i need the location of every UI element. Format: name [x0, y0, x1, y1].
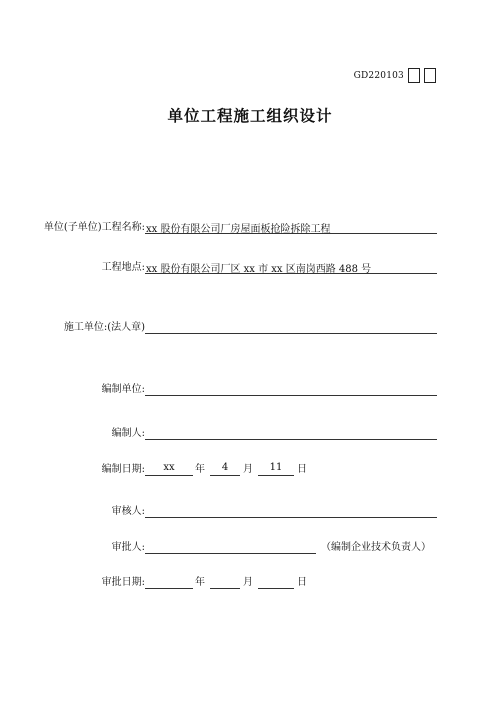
document-title: 单位工程施工组织设计 — [167, 107, 333, 125]
project-name-label: 单位(子单位)工程名称: — [43, 222, 145, 233]
approve-year-unit: 年 — [195, 577, 205, 588]
approve-date-row — [0, 573, 500, 591]
compile-month-unit: 月 — [243, 464, 253, 475]
project-location-label: 工程地点: — [101, 262, 145, 273]
reviewer-row — [0, 502, 500, 520]
compile-date-label: 编制日期: — [101, 464, 145, 475]
compile-day-field[interactable]: 11 — [258, 462, 294, 476]
project-name-field[interactable]: xx 股份有限公司厂房屋面板抢险拆除工程 — [145, 220, 437, 234]
approver-note: （编制企业技术负责人） — [321, 542, 431, 553]
form-code-area — [354, 68, 436, 83]
compile-day-unit: 日 — [297, 464, 307, 475]
compile-year-unit: 年 — [195, 464, 205, 475]
compiling-unit-label: 编制单位: — [101, 384, 145, 395]
approver-row — [0, 538, 500, 556]
reviewer-label: 审核人: — [111, 506, 145, 517]
compiler-row — [0, 424, 500, 442]
approve-date-label: 审批日期: — [101, 577, 145, 588]
project-location-row — [0, 258, 500, 276]
project-name-row — [0, 218, 500, 236]
construction-unit-label: 施工单位:(法人章) — [63, 322, 145, 333]
approve-month-unit: 月 — [243, 577, 253, 588]
compiler-label: 编制人: — [111, 428, 145, 439]
approve-day-field[interactable] — [258, 575, 294, 589]
reviewer-field[interactable] — [145, 504, 437, 518]
compiling-unit-row — [0, 380, 500, 398]
compiling-unit-field[interactable] — [145, 382, 437, 396]
project-location-field[interactable]: xx 股份有限公司厂区 xx 市 xx 区南岗西路 488 号 — [145, 260, 437, 274]
compile-date-row — [0, 460, 500, 478]
approve-day-unit: 日 — [297, 577, 307, 588]
construction-unit-field[interactable] — [145, 320, 437, 334]
approve-year-field[interactable] — [145, 575, 193, 589]
code-box-1[interactable] — [408, 68, 420, 83]
construction-unit-row — [0, 318, 500, 336]
compile-month-field[interactable]: 4 — [210, 462, 240, 476]
approver-label: 审批人: — [111, 542, 145, 553]
compile-year-field[interactable]: xx — [145, 462, 193, 476]
code-box-2[interactable] — [424, 68, 436, 83]
approve-month-field[interactable] — [210, 575, 240, 589]
form-code: GD220103 — [353, 70, 404, 81]
approver-field[interactable] — [145, 540, 316, 554]
compiler-field[interactable] — [145, 426, 437, 440]
